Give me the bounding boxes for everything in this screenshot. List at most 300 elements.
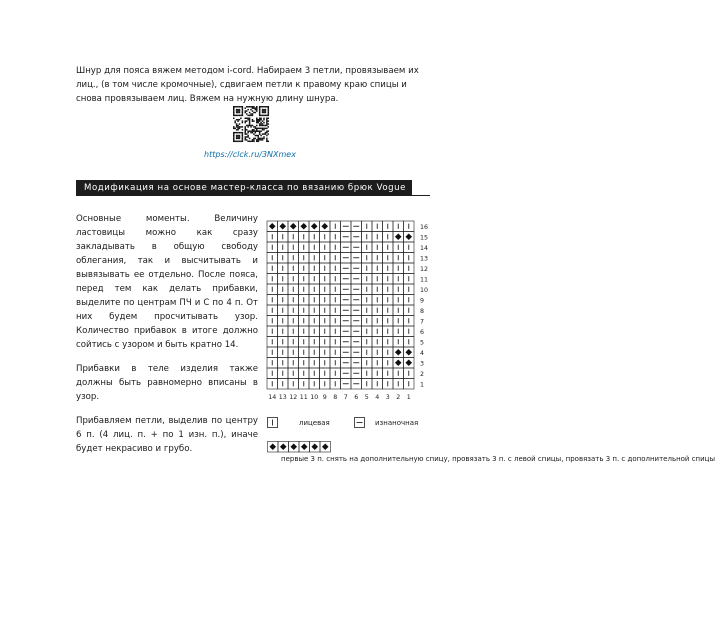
qr-module [257, 119, 258, 120]
knitting-chart [265, 219, 445, 407]
row-number: 3 [420, 360, 425, 368]
qr-module [259, 128, 260, 129]
qr-module [245, 132, 246, 133]
qr-module [249, 123, 250, 124]
qr-module [252, 141, 253, 142]
qr-module [246, 133, 247, 134]
qr-module [239, 128, 240, 129]
qr-module [240, 118, 241, 119]
qr-module [233, 128, 234, 129]
qr-module [247, 130, 248, 131]
qr-module [239, 132, 240, 133]
qr-module [259, 125, 260, 126]
qr-module [252, 139, 253, 140]
qr-module [260, 139, 261, 140]
qr-module [237, 136, 238, 137]
qr-module [233, 118, 234, 119]
qr-module [249, 138, 250, 139]
cable-stitch [321, 223, 328, 230]
qr-module [262, 120, 263, 121]
qr-module [233, 138, 234, 139]
qr-module [266, 123, 267, 124]
qr-module [260, 122, 261, 123]
qr-module [250, 125, 251, 126]
qr-module [234, 128, 235, 129]
qr-module [233, 106, 234, 107]
qr-module [257, 141, 258, 142]
qr-module [247, 126, 248, 127]
qr-module [263, 112, 264, 113]
qr-module [242, 113, 243, 114]
cable-stitch [395, 349, 402, 356]
qr-code[interactable] [233, 106, 269, 142]
cable-legend-diamond [322, 443, 329, 450]
qr-module [266, 132, 267, 133]
row-number: 16 [420, 223, 429, 231]
qr-module [242, 109, 243, 110]
qr-module [259, 113, 260, 114]
qr-module [237, 110, 238, 111]
qr-module [260, 128, 261, 129]
qr-module [263, 115, 264, 116]
qr-module [242, 133, 243, 134]
qr-module [242, 141, 243, 142]
qr-module [237, 125, 238, 126]
qr-module [260, 138, 261, 139]
column-number: 14 [268, 394, 277, 401]
qr-module [262, 129, 263, 130]
qr-link[interactable]: https://clck.ru/3NXmex [204, 150, 296, 159]
qr-module [262, 110, 263, 111]
qr-module [245, 122, 246, 123]
qr-module [260, 125, 261, 126]
qr-module [265, 110, 266, 111]
cable-stitch [311, 223, 318, 230]
qr-module [237, 141, 238, 142]
qr-module [249, 106, 250, 107]
qr-module [233, 113, 234, 114]
qr-module [245, 126, 246, 127]
qr-module [233, 135, 234, 136]
row-number: 6 [420, 328, 425, 336]
qr-module [242, 139, 243, 140]
qr-module [268, 106, 269, 107]
qr-module [249, 118, 250, 119]
column-number: 7 [343, 394, 348, 401]
qr-module [266, 141, 267, 142]
qr-module [236, 138, 237, 139]
cable-legend-diamond [301, 443, 308, 450]
qr-module [239, 136, 240, 137]
qr-module [255, 109, 256, 110]
qr-module [246, 113, 247, 114]
qr-module [247, 118, 248, 119]
qr-module [234, 115, 235, 116]
qr-module [253, 120, 254, 121]
qr-module [266, 130, 267, 131]
qr-module [236, 141, 237, 142]
qr-module [242, 110, 243, 111]
qr-module [242, 136, 243, 137]
body-text [76, 212, 258, 466]
qr-module [236, 106, 237, 107]
qr-module [259, 112, 260, 113]
legend-cable-label: первые 3 п. снять на дополнительную спицу, провязать 3 п. с левой спицы, провязать 3 п. с дополнительной спицы [281, 455, 715, 463]
column-number: 10 [310, 394, 319, 401]
qr-module [268, 107, 269, 108]
qr-module [257, 120, 258, 121]
qr-module [247, 106, 248, 107]
qr-module [234, 141, 235, 142]
qr-module [245, 139, 246, 140]
qr-module [237, 128, 238, 129]
qr-module [240, 106, 241, 107]
qr-module [253, 112, 254, 113]
qr-module [236, 136, 237, 137]
qr-module [252, 113, 253, 114]
qr-module [263, 133, 264, 134]
qr-module [247, 125, 248, 126]
qr-module [256, 120, 257, 121]
qr-module [252, 106, 253, 107]
qr-module [266, 106, 267, 107]
qr-module [253, 106, 254, 107]
cable-stitch [405, 359, 412, 366]
row-number: 14 [420, 244, 429, 252]
qr-module [247, 141, 248, 142]
qr-module [255, 138, 256, 139]
qr-module [268, 109, 269, 110]
qr-module [266, 138, 267, 139]
qr-module [260, 119, 261, 120]
qr-module [263, 128, 264, 129]
qr-module [237, 115, 238, 116]
column-number: 2 [396, 394, 401, 401]
row-number: 11 [420, 276, 429, 284]
qr-module [256, 118, 257, 119]
qr-module [260, 118, 261, 119]
qr-module [250, 132, 251, 133]
qr-module [263, 138, 264, 139]
qr-module [250, 113, 251, 114]
qr-module [246, 120, 247, 121]
qr-module [245, 118, 246, 119]
qr-module [250, 141, 251, 142]
qr-module [247, 115, 248, 116]
cable-stitch [269, 223, 276, 230]
qr-module [253, 107, 254, 108]
qr-module [260, 106, 261, 107]
qr-module [249, 119, 250, 120]
qr-module [255, 126, 256, 127]
qr-module [242, 132, 243, 133]
qr-module [239, 109, 240, 110]
qr-module [236, 126, 237, 127]
qr-module [242, 107, 243, 108]
qr-module [236, 135, 237, 136]
qr-module [233, 141, 234, 142]
qr-module [263, 122, 264, 123]
qr-module [233, 110, 234, 111]
qr-module [242, 112, 243, 113]
qr-module [262, 115, 263, 116]
qr-module [262, 123, 263, 124]
row-number: 5 [420, 339, 425, 347]
qr-module [247, 132, 248, 133]
legend-cable-symbol [267, 441, 339, 453]
qr-module [250, 115, 251, 116]
qr-module [242, 126, 243, 127]
qr-module [266, 135, 267, 136]
qr-module [266, 120, 267, 121]
paragraph-center-stitches: Прибавляем петли, выделив по центру 6 п. (4 лиц. п. + по 1 изн. п.), иначе будет некрасиво и грубо. [76, 416, 258, 454]
qr-module [242, 135, 243, 136]
qr-module [245, 120, 246, 121]
qr-module [233, 136, 234, 137]
qr-module [239, 110, 240, 111]
qr-module [259, 110, 260, 111]
qr-module [246, 136, 247, 137]
qr-module [268, 130, 269, 131]
row-number: 2 [420, 370, 425, 378]
qr-module [239, 112, 240, 113]
qr-module [255, 112, 256, 113]
qr-module [268, 112, 269, 113]
qr-module [263, 106, 264, 107]
cable-stitch [405, 349, 412, 356]
qr-module [233, 133, 234, 134]
qr-module [233, 139, 234, 140]
qr-module [266, 139, 267, 140]
qr-module [237, 129, 238, 130]
qr-module [253, 139, 254, 140]
qr-module [234, 120, 235, 121]
qr-module [247, 109, 248, 110]
qr-module [262, 128, 263, 129]
qr-module [256, 125, 257, 126]
qr-module [252, 107, 253, 108]
qr-module [245, 130, 246, 131]
qr-module [233, 132, 234, 133]
qr-module [239, 126, 240, 127]
qr-module [233, 126, 234, 127]
qr-module [257, 128, 258, 129]
qr-module [249, 122, 250, 123]
qr-module [237, 135, 238, 136]
qr-module [242, 106, 243, 107]
cable-stitch [395, 233, 402, 240]
qr-module [239, 123, 240, 124]
qr-module [252, 115, 253, 116]
qr-module [262, 106, 263, 107]
qr-module [245, 129, 246, 130]
qr-module [259, 107, 260, 108]
qr-module [268, 126, 269, 127]
qr-module [247, 135, 248, 136]
qr-module [268, 118, 269, 119]
row-number: 13 [420, 255, 429, 263]
qr-module [259, 123, 260, 124]
qr-module [262, 125, 263, 126]
qr-module [266, 115, 267, 116]
qr-module [240, 141, 241, 142]
qr-module [236, 125, 237, 126]
row-number: 4 [420, 349, 425, 357]
cable-stitch [405, 233, 412, 240]
row-number: 15 [420, 234, 429, 242]
qr-module [257, 135, 258, 136]
qr-module [256, 139, 257, 140]
qr-module [255, 135, 256, 136]
qr-module [237, 126, 238, 127]
qr-module [245, 128, 246, 129]
qr-module [233, 112, 234, 113]
qr-module [257, 139, 258, 140]
qr-module [256, 106, 257, 107]
qr-module [245, 110, 246, 111]
legend-knit-label: лицевая [299, 419, 330, 427]
qr-module [266, 128, 267, 129]
qr-module [250, 106, 251, 107]
qr-module [237, 109, 238, 110]
qr-module [256, 141, 257, 142]
paragraph-increases: Прибавки в теле изделия также должны быть равномерно вписаны в узор. [76, 364, 258, 402]
column-number: 4 [375, 394, 380, 401]
qr-module [246, 110, 247, 111]
cable-stitch [290, 223, 297, 230]
qr-module [242, 115, 243, 116]
qr-module [260, 123, 261, 124]
qr-module [266, 125, 267, 126]
cable-legend-diamond [290, 443, 297, 450]
qr-module [262, 112, 263, 113]
qr-module [236, 112, 237, 113]
cable-stitch [300, 223, 307, 230]
qr-module [252, 119, 253, 120]
section-rule [412, 195, 430, 196]
qr-module [252, 129, 253, 130]
qr-module [256, 110, 257, 111]
qr-module [233, 107, 234, 108]
qr-module [253, 141, 254, 142]
qr-module [247, 136, 248, 137]
qr-module [265, 106, 266, 107]
qr-module [259, 139, 260, 140]
qr-module [256, 130, 257, 131]
row-number: 9 [420, 297, 425, 305]
intro-paragraph: Шнур для пояса вяжем методом i-cord. Набираем 3 петли, провязываем их лиц., (в том числе кромочные), сдвигаем петли к правому краю спицы и снова провязываем лиц. Вяжем на нужную длину шнура. [76, 66, 419, 104]
qr-module [262, 133, 263, 134]
qr-module [253, 129, 254, 130]
qr-module [259, 133, 260, 134]
qr-module [260, 130, 261, 131]
qr-module [242, 120, 243, 121]
qr-module [239, 138, 240, 139]
qr-module [263, 109, 264, 110]
qr-module [249, 141, 250, 142]
row-number: 1 [420, 381, 425, 389]
qr-module [233, 109, 234, 110]
qr-module [266, 122, 267, 123]
qr-module [268, 133, 269, 134]
column-number: 3 [385, 394, 390, 401]
qr-module [237, 120, 238, 121]
qr-module [253, 133, 254, 134]
row-number: 12 [420, 265, 429, 273]
qr-module [268, 110, 269, 111]
qr-module [240, 126, 241, 127]
qr-module [242, 129, 243, 130]
qr-module [259, 106, 260, 107]
qr-module [257, 122, 258, 123]
qr-module [256, 129, 257, 130]
qr-module [268, 123, 269, 124]
column-number: 13 [278, 394, 287, 401]
qr-module [256, 107, 257, 108]
qr-module [237, 138, 238, 139]
qr-module [268, 115, 269, 116]
qr-module [234, 106, 235, 107]
qr-module [249, 125, 250, 126]
qr-module [253, 138, 254, 139]
qr-module [245, 136, 246, 137]
qr-module [256, 122, 257, 123]
qr-module [237, 119, 238, 120]
qr-module [246, 125, 247, 126]
qr-module [259, 130, 260, 131]
qr-module [255, 130, 256, 131]
legend-purl-label: изнаночная [375, 419, 419, 427]
qr-module [246, 106, 247, 107]
qr-module [259, 109, 260, 110]
section-title: Модификация на основе мастер-класса по вязанию брюк Vogue [84, 183, 406, 193]
row-number: 7 [420, 318, 425, 326]
qr-module [260, 115, 261, 116]
qr-module [268, 120, 269, 121]
qr-module [259, 132, 260, 133]
qr-module [233, 115, 234, 116]
qr-module [265, 125, 266, 126]
qr-module [259, 138, 260, 139]
qr-module [268, 141, 269, 142]
qr-module [259, 115, 260, 116]
row-number: 10 [420, 286, 429, 294]
qr-module [234, 122, 235, 123]
qr-module [252, 120, 253, 121]
qr-module [242, 122, 243, 123]
qr-module [252, 132, 253, 133]
qr-module [256, 135, 257, 136]
qr-module [242, 138, 243, 139]
qr-module [265, 128, 266, 129]
row-number: 8 [420, 307, 425, 315]
cable-legend-diamond [311, 443, 318, 450]
qr-module [262, 138, 263, 139]
qr-module [239, 135, 240, 136]
qr-module [255, 128, 256, 129]
qr-module [249, 115, 250, 116]
qr-module [250, 130, 251, 131]
qr-module [265, 132, 266, 133]
qr-module [255, 107, 256, 108]
qr-module [236, 109, 237, 110]
qr-module [240, 132, 241, 133]
qr-module [263, 129, 264, 130]
column-number: 6 [354, 394, 359, 401]
qr-module [250, 126, 251, 127]
qr-module [236, 129, 237, 130]
qr-module [246, 129, 247, 130]
